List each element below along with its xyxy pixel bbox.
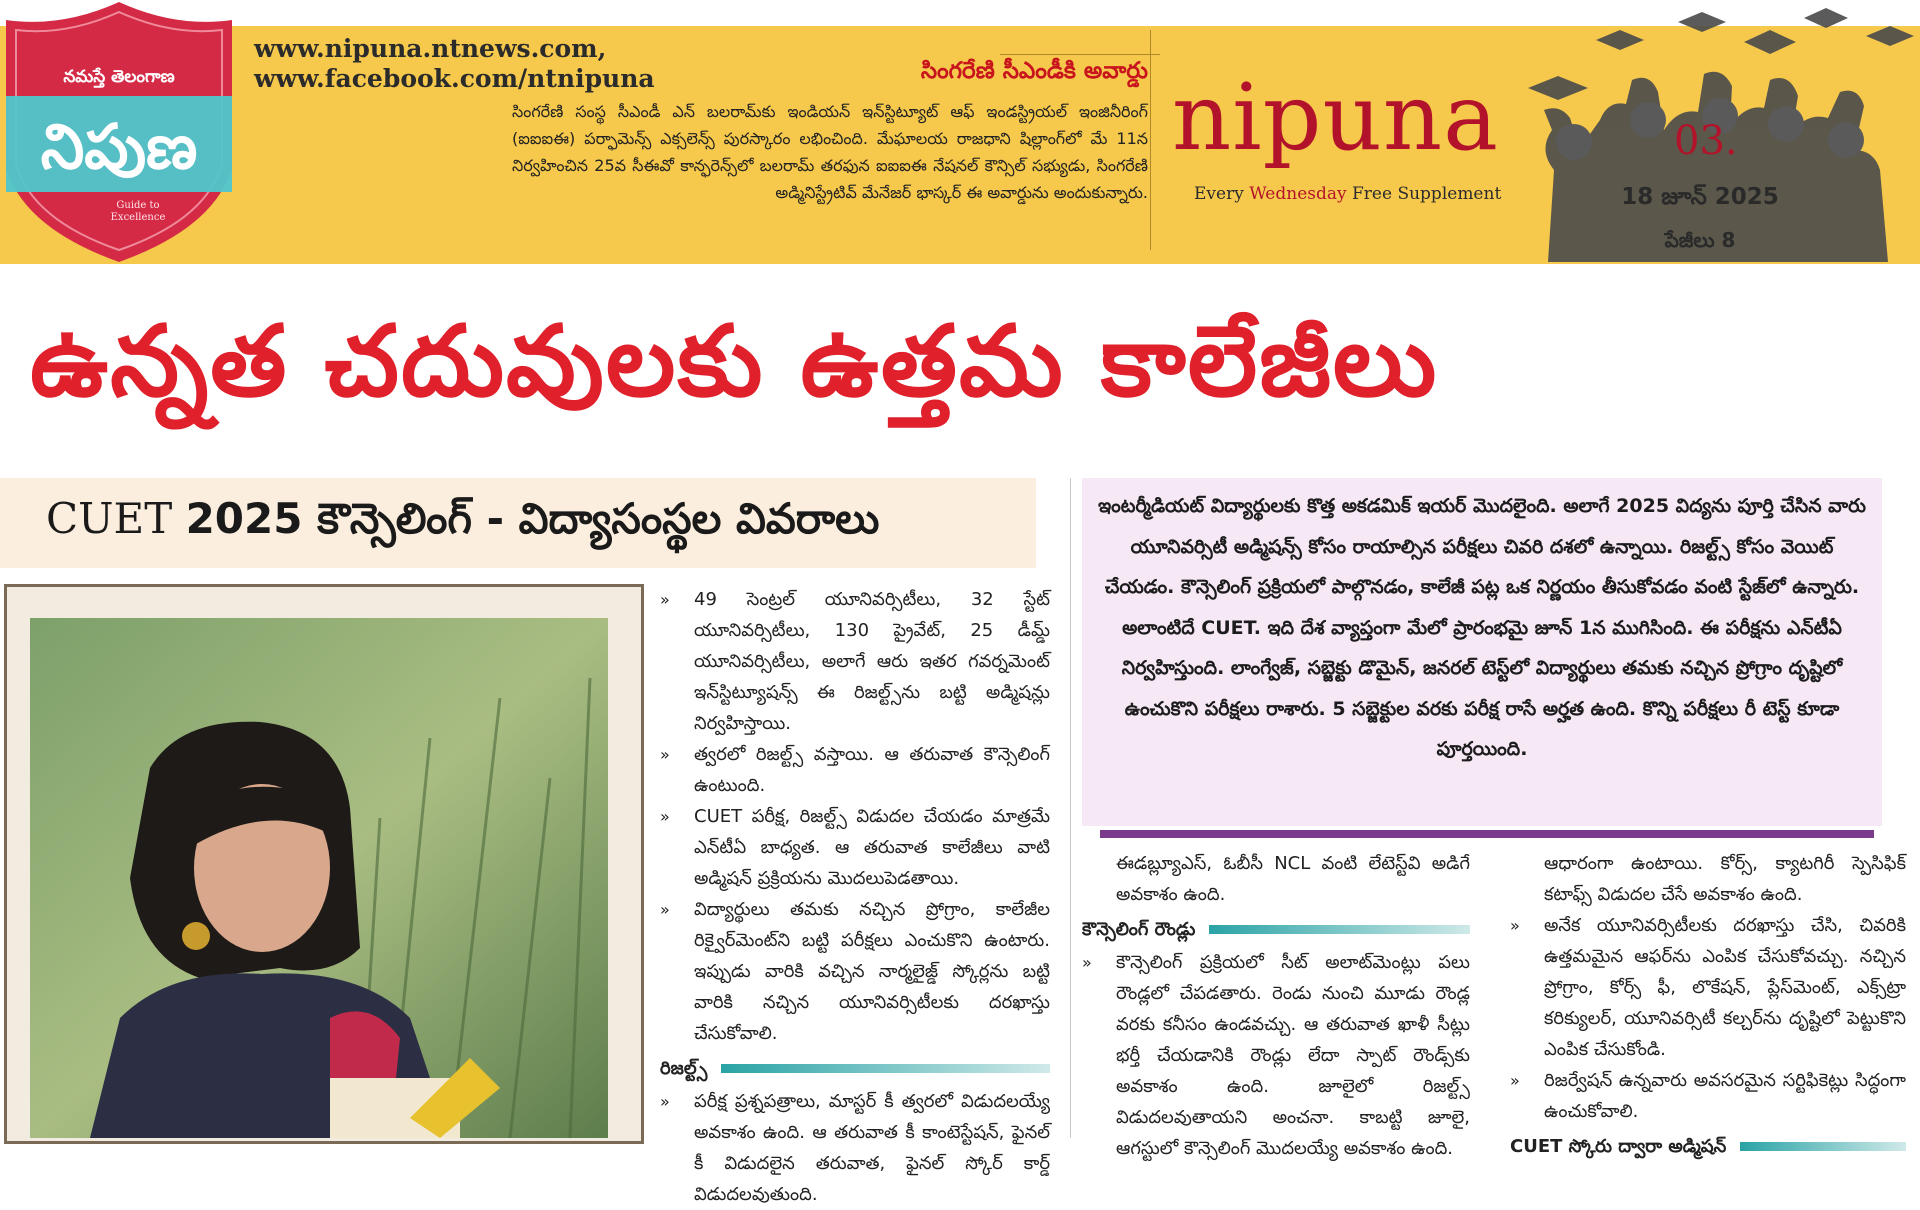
arrow-bullet-icon: »	[660, 590, 670, 609]
col3-item-2: రిజర్వేషన్ ఉన్నవారు అవసరమైన సర్టిఫికెట్లు సిద్ధంగా ఉంచుకోవాలి.	[1544, 1070, 1906, 1122]
intro-bar	[1100, 830, 1874, 838]
award-body: సింగరేణి సంస్థ సీఎండీ ఎన్ బలరామ్‌కు ఇండియన్ ఇన్‌స్టిట్యూట్ ఆఫ్ ఇండస్ట్రియల్ ఇంజినీరింగ్ (ఐఐఐఈ) పర్ఫామెన్స్ ఎక్సలెన్స్ పురస్కారం లభించింది. మేఘాలయ రాజధాని షిల్లాంగ్‌లో మే 11న నిర్వహించిన 25వ సీఈవో కాన్ఫరెన్స్‌లో బలరామ్ తరఫున ఐఐఐఈ నేషనల్ కౌన్సిల్ సభ్యుడు, సింగరేణి అడ్మినిస్ట్రేటివ్ మేనేజర్ భాస్కర్ ఈ అవార్డును అందుకున్నారు.	[512, 102, 1148, 202]
list-item	[1082, 947, 1470, 1164]
subhead-rest: కౌన్సెలింగ్ - విద్యాసంస్థల వివరాలు	[302, 494, 880, 543]
arrow-bullet-icon: »	[1082, 953, 1092, 972]
intro-text: ఇంటర్మీడియట్ విద్యార్థులకు కొత్త అకడమిక్ ఇయర్ మొదలైంది. అలాగే 2025 విద్యను పూర్తి చేసిన వారు యూనివర్సిటీ అడ్మిషన్స్ కోసం రాయాల్సిన పరీక్షలు చివరి దశలో ఉన్నాయి. రిజల్ట్స్ కోసం వెయిట్ చేయడం. కౌన్సెలింగ్ ప్రక్రియలో పాల్గొనడం, కాలేజీ పట్ల ఒక నిర్ణయం తీసుకోవడం వంటి స్టేజ్‌లో ఉన్నారు. అలాంటిదే CUET. ఇది దేశ వ్యాప్తంగా మేలో ప్రారంభమై జూన్ 1న ముగిసింది. ఈ పరీక్షను ఎన్‌టీఏ నిర్వహిస్తుంది. లాంగ్వేజ్, సబ్జెక్టు డొమైన్, జనరల్ టెస్ట్‌లో విద్యార్థులు తమకు నచ్చిన ప్రోగ్రాం దృష్టిలో ఉంచుకొని పరీక్షలు రాశారు. 5 సబ్జెక్టుల వరకు పరీక్ష రాసే అర్హత ఉంది. కొన్ని పరీక్షలు రీ టెస్ట్ కూడా పూర్తయింది.	[1098, 495, 1866, 760]
col1-item-3: CUET పరీక్ష, రిజల్ట్స్ విడుదల చేయడం మాత్రమే ఎన్‌టీఏ బాధ్యత. ఆ తరువాత కాలేజీలు వాటి అడ్మిషన్ ప్రక్రియను మొదలుపెడతాయి.	[694, 806, 1050, 889]
logo-top-text: నమస్తే తెలంగాణ	[63, 67, 175, 87]
col2-lead: ఈడబ్ల్యూఎస్, ఓబీసీ NCL వంటి లేటెస్ట్‌వి అడిగే అవకాశం ఉంది.	[1116, 853, 1470, 905]
list-item	[1510, 910, 1906, 1065]
brand-tagline	[1194, 184, 1501, 204]
col1-section-item-1: పరీక్ష ప్రశ్నపత్రాలు, మాస్టర్ కీ త్వరలో విడుదలయ్యే అవకాశం ఉంది. ఆ తరువాత కీ కాంటెస్టేషన్, ఫైనల్ కీ విడుదలైన తరువాత, ఫైనల్ స్కోర్ కార్డ్ విడుదలవుతుంది.	[694, 1091, 1050, 1205]
award-title: సింగరేణి సీఎండీకి అవార్డు	[920, 58, 1148, 84]
col3-section-title: CUET స్కోరు ద్వారా అడ్మిషన్	[1510, 1136, 1727, 1157]
page-count: పేజీలు 8	[1664, 228, 1736, 252]
tagline-rest: Free Supplement	[1346, 184, 1502, 204]
list-item	[1510, 1065, 1906, 1127]
issue-date: 18 జూన్ 2025	[1621, 184, 1779, 210]
list-item	[660, 739, 1050, 801]
nipuna-logo	[6, 0, 232, 262]
section-heading	[1510, 1131, 1906, 1162]
col2-section-title: కౌన్సెలింగ్ రౌండ్లు	[1082, 919, 1196, 940]
section-rule	[1740, 1142, 1906, 1151]
page-number: 03.	[1674, 118, 1738, 164]
web-links	[254, 34, 655, 94]
arrow-bullet-icon: »	[660, 807, 670, 826]
column-1	[660, 584, 1050, 1210]
logo-word: నిపుణ	[40, 110, 198, 183]
arrow-bullet-icon: »	[1510, 916, 1520, 935]
col1-item-1: 49 సెంట్రల్ యూనివర్సిటీలు, 32 స్టేట్ యూనివర్సిటీలు, 130 ప్రైవేట్, 25 డీమ్డ్ యూనివర్సిటీలు, అలాగే ఆరు ఇతర గవర్నమెంట్ ఇన్‌స్టిట్యూషన్స్ ఈ రిజల్ట్స్‌ను బట్టి అడ్మిషన్లు నిర్వహిస్తాయి.	[694, 589, 1050, 734]
student-reading-photo	[30, 618, 608, 1138]
list-item	[660, 894, 1050, 1049]
column-2	[1082, 848, 1470, 1164]
main-headline: ఉన్నత చదువులకు ఉత్తమ కాలేజీలు	[30, 305, 1439, 419]
subhead-latin: CUET	[46, 494, 186, 543]
list-item	[660, 584, 1050, 739]
arrow-bullet-icon: »	[660, 745, 670, 764]
tagline-wednesday: Wednesday	[1249, 184, 1347, 204]
section-heading	[660, 1053, 1050, 1084]
col3-lead: ఆధారంగా ఉంటాయి. కోర్స్, క్యాటగిరీ స్పెసిఫిక్ కటాఫ్స్ విడుదల చేసే అవకాశం ఉంది.	[1544, 853, 1906, 905]
tagline-every: Every	[1194, 184, 1250, 204]
column-3	[1510, 848, 1906, 1164]
col2-item-1: కౌన్సెలింగ్ ప్రక్రియలో సీట్ అలాట్‌మెంట్లు పలు రౌండ్లలో చేపడతారు. రెండు నుంచి మూడు రౌండ్ల వరకు కనీసం ఉండవచ్చు. ఆ తరువాత ఖాళీ సీట్లు భర్తీ చేయడానికి రౌండ్లు లేదా స్పాట్ రౌండ్స్‌కు అవకాశం ఉంది. జూలైలో రిజల్ట్స్ విడుదలవుతాయని అంచనా. కాబట్టి జూలై, ఆగస్టులో కౌన్సెలింగ్ మొదలయ్యే అవకాశం ఉంది.	[1116, 952, 1470, 1159]
arrow-bullet-icon: »	[1510, 1071, 1520, 1090]
list-item	[660, 1086, 1050, 1210]
masthead-divider	[1150, 30, 1151, 250]
arrow-bullet-icon: »	[660, 1092, 670, 1111]
column-divider	[1070, 478, 1071, 1138]
section-heading	[1082, 914, 1470, 945]
list-item	[660, 801, 1050, 894]
section-rule	[721, 1064, 1050, 1073]
subhead-year: 2025	[185, 494, 303, 543]
brand-name: nipuna	[1172, 64, 1499, 171]
col1-section-title: రిజల్ట్స్	[660, 1058, 708, 1079]
col1-item-2: త్వరలో రిజల్ట్స్ వస్తాయి. ఆ తరువాత కౌన్సెలింగ్ ఉంటుంది.	[694, 744, 1050, 796]
col1-item-4: విద్యార్థులు తమకు నచ్చిన ప్రోగ్రాం, కాలేజీల రిక్వైర్‌మెంట్‌ని బట్టి పరీక్షలు ఎంచుకొని ఉంటారు. ఇప్పుడు వారికి వచ్చిన నార్మలైజ్డ్ స్కోర్లను బట్టి వారికి నచ్చిన యూనివర్సిటీలకు దరఖాస్తు చేసుకోవాలి.	[694, 899, 1050, 1044]
website-link[interactable]: www.nipuna.ntnews.com,	[254, 34, 607, 63]
facebook-link[interactable]: www.facebook.com/ntnipuna	[254, 64, 655, 93]
section-rule	[1209, 925, 1470, 934]
logo-tag-1: Guide to	[116, 200, 160, 211]
arrow-bullet-icon: »	[660, 900, 670, 919]
masthead-rule	[1000, 54, 1160, 55]
logo-tag-2: Excellence	[110, 212, 166, 223]
subhead	[46, 490, 879, 548]
col3-item-1: అనేక యూనివర్సిటీలకు దరఖాస్తు చేసి, చివరికి ఉత్తమమైన ఆఫర్‌ను ఎంపిక చేసుకోవచ్చు. నచ్చిన ప్రోగ్రాం, కోర్స్ ఫీ, లొకేషన్, ప్లేస్‌మెంట్, ఎక్స్‌ట్రా కరిక్యులర్, యూనివర్సిటీ కల్చర్‌ను దృష్టిలో పెట్టుకొని ఎంపిక చేసుకోండి.	[1544, 915, 1906, 1060]
